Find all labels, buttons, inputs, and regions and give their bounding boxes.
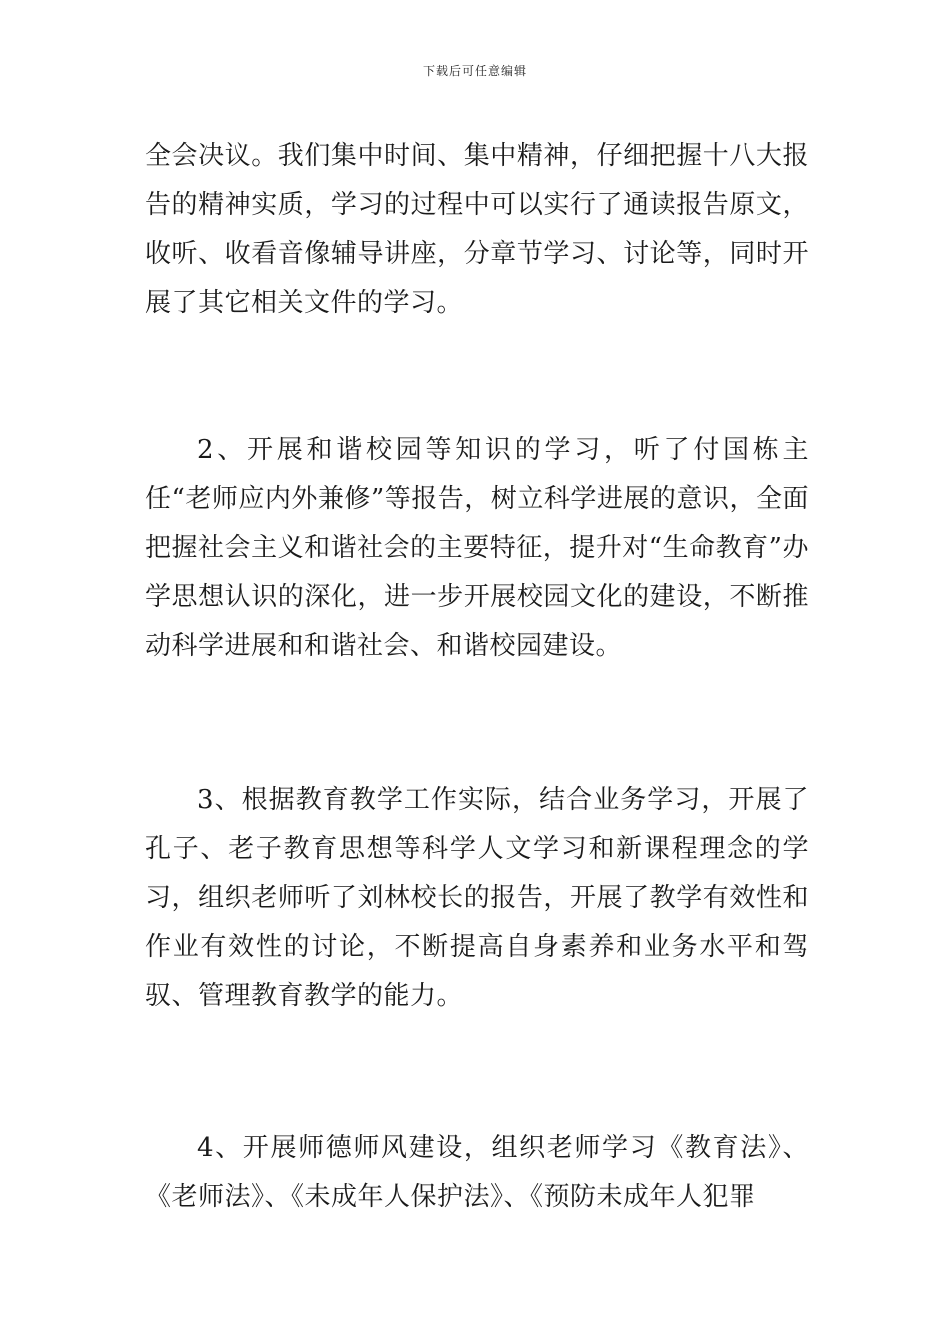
paragraph-continuation: 全会决议。我们集中时间、集中精神，仔细把握十八大报告的精神实质，学习的过程中可以实行了通读报告原文，收听、收看音像辅导讲座，分章节学习、讨论等，同时开展了其它相关文件的学习。 bbox=[145, 141, 809, 318]
paragraph-item-2: 2、开展和谐校园等知识的学习，听了付国栋主任“老师应内外兼修”等报告，树立科学进展的意识，全面把握社会主义和谐社会的主要特征，提升对“生命教育”办学思想认识的深化，进一步开展校园文化的建设，不断推动科学进展和和谐社会、和谐校园建设。 bbox=[145, 435, 809, 661]
paragraph-item-4: 4、开展师德师风建设，组织老师学习《教育法》、《老师法》、《未成年人保护法》、《预防未成年人犯罪 bbox=[145, 1133, 809, 1212]
paragraph-item-3: 3、根据教育教学工作实际，结合业务学习，开展了孔子、老子教育思想等科学人文学习和新课程理念的学习，组织老师听了刘林校长的报告，开展了教学有效性和作业有效性的讨论，不断提高自身素养和业务水平和驾驭、管理教育教学的能力。 bbox=[145, 785, 809, 1011]
page-header-note: 下载后可任意编辑 bbox=[422, 64, 527, 78]
